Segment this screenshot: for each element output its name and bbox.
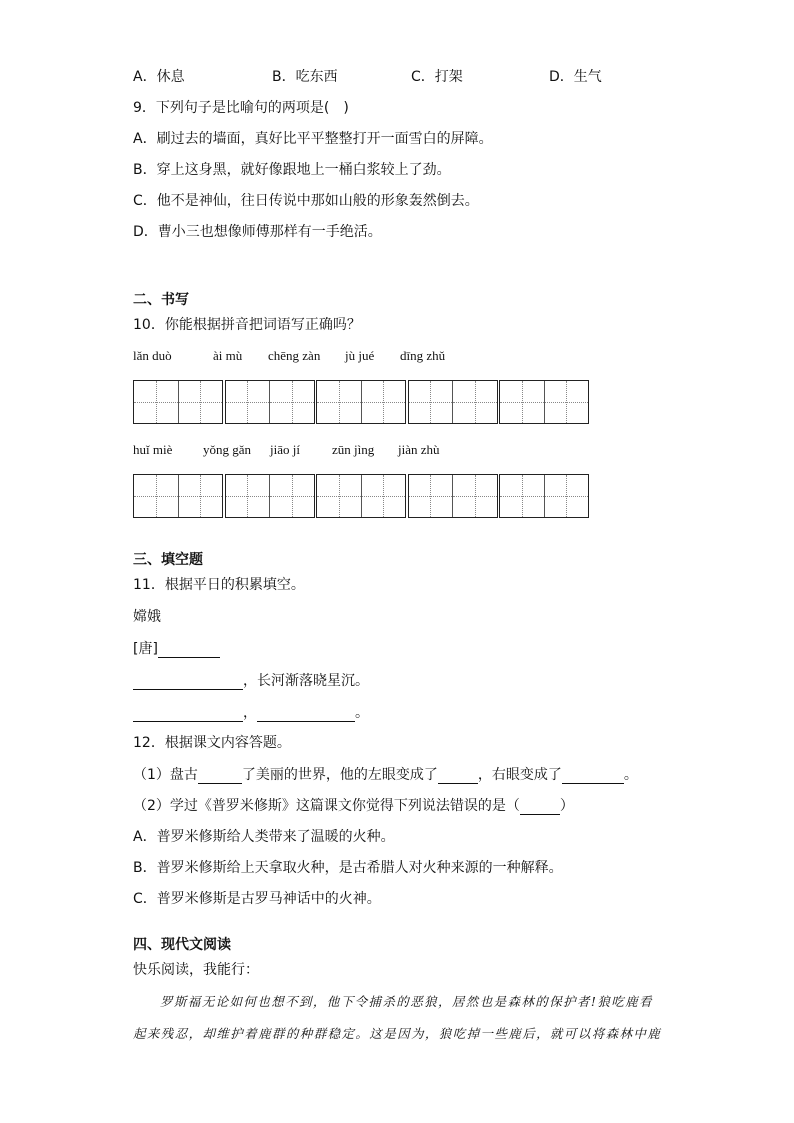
q11-stem: 11．根据平日的积累填空。 (133, 577, 305, 593)
pinyin-row1-4: jù jué (345, 348, 375, 363)
q9-stem: 9．下列句子是比喻句的两项是( ) (133, 100, 349, 116)
pinyin-row1-3: chēng zàn (268, 348, 321, 363)
q8-option-a: A．休息 (133, 69, 185, 85)
q12-1-blank-1[interactable] (198, 768, 242, 784)
poem-line-1 (133, 672, 369, 690)
q8-option-d: D．生气 (549, 69, 602, 85)
q12-stem: 12．根据课文内容答题。 (133, 735, 291, 751)
word-box[interactable] (499, 380, 589, 424)
poem-line-1-text: ，长河渐落晓星沉。 (243, 673, 369, 689)
q9-option-a: A．刷过去的墙面，真好比平平整整打开一面雪白的屏障。 (133, 131, 493, 147)
dynasty-label: [唐] (133, 641, 158, 657)
period: 。 (355, 705, 369, 721)
q12-1-blank-2[interactable] (438, 768, 478, 784)
writing-grid-row-1 (133, 380, 589, 424)
q12-2-end: ） (559, 798, 574, 814)
word-box[interactable] (133, 474, 223, 518)
poem-blank-1[interactable] (133, 674, 243, 690)
pinyin-row2-5: jiàn zhù (398, 442, 440, 457)
section-2-title: 二、书写 (133, 292, 189, 308)
word-box[interactable] (225, 380, 315, 424)
q12-1-prefix: （1）盘古 (133, 767, 198, 783)
word-box[interactable] (408, 474, 498, 518)
poem-blank-2[interactable] (133, 706, 243, 722)
poem-blank-3[interactable] (257, 706, 355, 722)
pinyin-row2-3: jiāo jí (270, 442, 300, 457)
q12-1-end: 。 (623, 767, 638, 783)
poem-author-line (133, 640, 220, 658)
q12-1-mid1: 了美丽的世界，他的左眼变成了 (241, 767, 438, 783)
q9-option-b: B．穿上这身黑，就好像跟地上一桶白浆较上了劲。 (133, 162, 451, 178)
word-box[interactable] (225, 474, 315, 518)
q8-option-b: B．吃东西 (272, 69, 338, 85)
q12-2 (133, 797, 574, 815)
word-box[interactable] (499, 474, 589, 518)
pinyin-row1-2: ài mù (213, 348, 243, 363)
poem-line-2 (133, 704, 369, 722)
word-box[interactable] (316, 380, 406, 424)
q9-option-c: C．他不是神仙，往日传说中那如山般的形象轰然倒去。 (133, 193, 479, 209)
q9-option-d: D．曹小三也想像师傅那样有一手绝活。 (133, 224, 382, 240)
q12-option-a: A．普罗米修斯给人类带来了温暖的火种。 (133, 829, 395, 845)
q12-2-prefix: （2）学过《普罗米修斯》这篇课文你觉得下列说法错误的是（ (133, 798, 520, 814)
poem-title: 嫦娥 (133, 609, 161, 625)
q12-option-b: B．普罗米修斯给上天拿取火种，是古希腊人对火种来源的一种解释。 (133, 860, 563, 876)
word-box[interactable] (133, 380, 223, 424)
q12-1-mid2: ，右眼变成了 (477, 767, 562, 783)
reading-intro: 快乐阅读，我能行： (133, 962, 259, 978)
reading-paragraph-line-2: 起来残忍，却维护着鹿群的种群稳定。这是因为，狼吃掉一些鹿后，就可以将森林中鹿 (133, 1026, 662, 1041)
q12-option-c: C．普罗米修斯是古罗马神话中的火神。 (133, 891, 381, 907)
section-3-title: 三、填空题 (133, 552, 203, 568)
pinyin-row2-4: zūn jìng (332, 442, 375, 457)
author-blank[interactable] (158, 642, 220, 658)
q10-stem: 10．你能根据拼音把词语写正确吗？ (133, 317, 361, 333)
q12-1 (133, 766, 638, 784)
pinyin-row1-1: lǎn duò (133, 348, 172, 363)
pinyin-row1-5: dīng zhǔ (400, 348, 446, 363)
word-box[interactable] (408, 380, 498, 424)
word-box[interactable] (316, 474, 406, 518)
section-4-title: 四、现代文阅读 (133, 937, 231, 953)
pinyin-row2-1: huǐ miè (133, 442, 173, 457)
q12-1-blank-3[interactable] (562, 768, 624, 784)
reading-paragraph-line-1: 罗斯福无论如何也想不到，他下令捕杀的恶狼，居然也是森林的保护者!狼吃鹿看 (160, 994, 653, 1009)
q8-option-c: C．打架 (411, 69, 463, 85)
q12-2-blank[interactable] (520, 799, 560, 815)
writing-grid-row-2 (133, 474, 589, 518)
comma: ， (243, 705, 257, 721)
pinyin-row2-2: yǒng gǎn (203, 442, 252, 457)
